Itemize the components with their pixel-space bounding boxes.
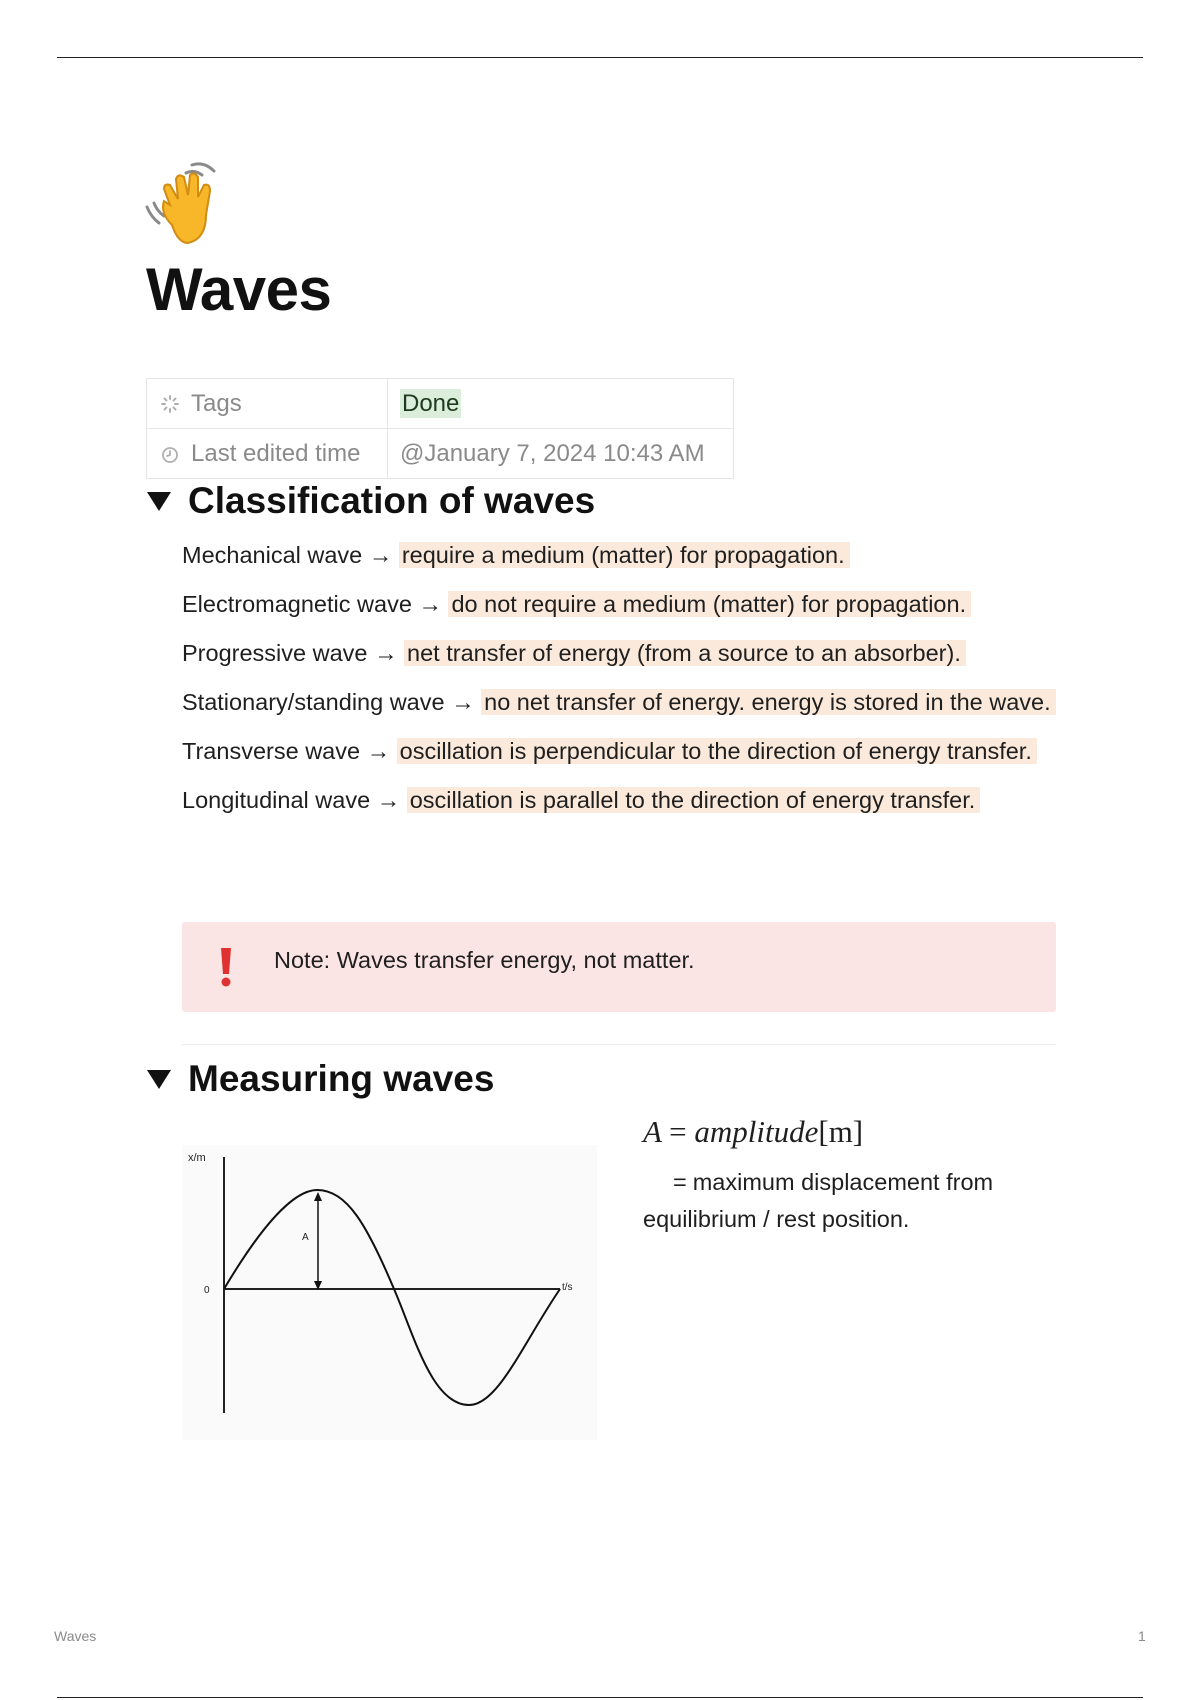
definition-term: Mechanical wave	[182, 542, 363, 568]
top-rule	[57, 57, 1143, 58]
amplitude-formula	[643, 1114, 863, 1150]
toggle-triangle-icon[interactable]	[146, 1068, 172, 1090]
arrow-icon: →	[374, 640, 398, 666]
formula-unit: [m]	[818, 1114, 864, 1149]
definition-item	[182, 586, 1062, 622]
definition-text: oscillation is parallel to the direction of energy transfer.	[407, 787, 981, 813]
definition-text: require a medium (matter) for propagation.	[399, 542, 850, 568]
toggle-triangle-icon[interactable]	[146, 490, 172, 512]
callout-text: Note: Waves transfer energy, not matter.	[274, 946, 695, 973]
arrow-icon: →	[376, 787, 401, 813]
last-edited-date: @January 7, 2024 10:43 AM	[400, 439, 705, 467]
waving-hand-icon	[142, 155, 238, 251]
definition-term: Longitudinal wave	[182, 787, 371, 813]
origin-label: 0	[204, 1285, 210, 1296]
property-name-cell	[147, 379, 388, 429]
definition-text: net transfer of energy (from a source to an absorber).	[404, 640, 966, 666]
property-row-tags[interactable]	[147, 379, 734, 429]
y-axis-label: x/m	[188, 1152, 206, 1164]
definition-term: Electromagnetic wave	[182, 591, 412, 617]
clock-icon	[159, 443, 181, 465]
formula-equals: =	[669, 1114, 687, 1149]
footer-page-number: 1	[1138, 1628, 1146, 1644]
definition-item	[182, 537, 1062, 573]
definition-term: Stationary/standing wave	[182, 689, 445, 715]
page-title: Waves	[146, 256, 332, 323]
status-tag[interactable]: Done	[402, 389, 460, 417]
amplitude-label: A	[302, 1232, 309, 1243]
section-heading-classification[interactable]	[146, 480, 595, 522]
description-equals: =	[673, 1169, 687, 1195]
displacement-time-graph	[182, 1145, 597, 1440]
x-axis-label: t/s	[562, 1282, 573, 1293]
bottom-rule	[57, 1697, 1143, 1698]
definition-text: oscillation is perpendicular to the direction of energy transfer.	[397, 738, 1037, 764]
amplitude-arrow-head-top	[314, 1192, 322, 1201]
section-heading-measuring[interactable]	[146, 1058, 494, 1100]
sine-wave-curve	[224, 1190, 560, 1405]
property-name: Last edited time	[191, 439, 361, 467]
section-title: Measuring waves	[188, 1058, 495, 1099]
property-row-last-edited[interactable]	[147, 429, 734, 479]
section-divider	[182, 1044, 1056, 1045]
definition-text: do not require a medium (matter) for propagation.	[448, 591, 971, 617]
note-callout	[182, 922, 1056, 1012]
formula-name: amplitude	[694, 1114, 819, 1149]
wave-definitions-list	[182, 537, 1062, 831]
exclamation-icon	[216, 946, 236, 988]
arrow-icon: →	[368, 542, 393, 568]
arrow-icon: →	[366, 738, 391, 764]
status-spinner-icon	[159, 393, 181, 415]
definition-item	[182, 733, 1062, 769]
definition-item	[182, 684, 1062, 720]
definition-item	[182, 782, 1062, 818]
definition-text: no net transfer of energy. energy is stored in the wave.	[481, 689, 1056, 715]
definition-term: Transverse wave	[182, 738, 361, 764]
section-title: Classification of waves	[188, 480, 596, 521]
property-value-cell	[388, 429, 734, 479]
arrow-icon: →	[451, 689, 475, 715]
property-name-cell	[147, 429, 388, 479]
description-text: maximum displacement from equilibrium / rest position.	[643, 1169, 994, 1232]
properties-table	[146, 378, 734, 479]
definition-term: Progressive wave	[182, 640, 368, 666]
arrow-icon: →	[418, 591, 442, 617]
amplitude-description	[643, 1164, 1063, 1238]
property-name: Tags	[191, 389, 242, 417]
formula-symbol: A	[643, 1114, 662, 1149]
definition-item	[182, 635, 1062, 671]
property-value-cell[interactable]	[388, 379, 734, 429]
footer-title: Waves	[54, 1628, 97, 1644]
